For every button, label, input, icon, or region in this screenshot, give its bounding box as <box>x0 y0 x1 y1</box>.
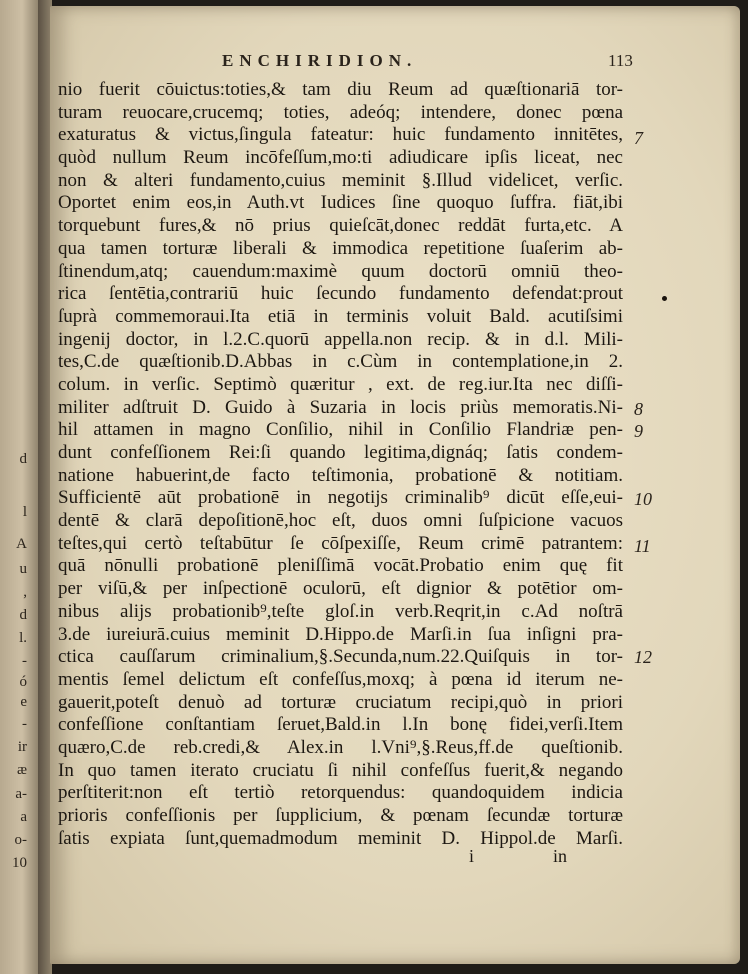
text-line: ſatis expiata ſunt,quemadmodum meminit D. Hippol.de Marſi. <box>58 827 623 849</box>
body-text <box>58 79 623 850</box>
text-line: torquebunt fures,& nō prius quieſcāt,donec reddāt furta,etc. A <box>58 215 623 237</box>
text-line: prioris confeſſionis per ſupplicium, & pœnam ſecundæ torturæ <box>58 805 623 826</box>
previous-page-edge <box>0 0 40 974</box>
prev-page-char: d <box>19 607 27 623</box>
text-line: per viſū,& per inſpectionē oculorū, eſt dignior & potētior om- <box>58 578 623 600</box>
marginal-note: 9 <box>634 421 643 441</box>
prev-page-char: A <box>16 536 27 552</box>
text-line: hil attamen in magno Conſilio, nihil in Conſilio Flandriæ pen- <box>58 419 623 441</box>
text-line: perſtiterit:non eſt tertiò retorquendus: quandoquidem indicia <box>58 782 623 804</box>
prev-page-char: e <box>20 694 27 710</box>
text-line: ingenij doctor, in l.2.C.quorū appella.non recip. & in d.l. Mili- <box>58 328 623 350</box>
marginal-note: 10 <box>634 489 652 509</box>
text-line: natione habuerint,de facto teſtimonia, probationē & notitiam. <box>58 464 623 486</box>
page-footer <box>50 846 740 868</box>
text-line: quòd nullum Reum incōfeſſum,mo:ti adiudicare ipſis liceat, nec <box>58 147 623 169</box>
text-line: ſuprà commemoraui.Ita etiā in terminis voluit Bald. acutiſsimi <box>58 305 623 327</box>
text-line: rica ſentētia,contrariū huic ſecundo fundamento defendat:prout <box>58 283 623 305</box>
text-line: turam reuocare,crucemq; toties, adeóq; intendere, donec pœna <box>58 101 623 123</box>
text-line: 3.de iureiurā.cuius meminit D.Hippo.de Marſi.in ſua inſigni pra- <box>58 623 623 645</box>
prev-page-char: , <box>23 584 27 600</box>
text-line: dunt confeſſionem Rei:ſi quando legitima,dignáq; ſatis condem- <box>58 442 623 463</box>
text-line: colum. in verſic. Septimò quæritur , ext. de reg.iur.Ita nec diſſi- <box>58 373 623 395</box>
text-line: Sufficientē aūt probationē in negotijs criminalib⁹ dicūt eſſe,eui- <box>58 487 623 509</box>
text-line: tes,C.de quæſtionib.D.Abbas in c.Cùm in contemplatione,in 2. <box>58 351 623 373</box>
text-line: In quo tamen iterato cruciatu ſi nihil confeſſus fuerit,& negando <box>58 759 623 781</box>
prev-page-char: - <box>22 653 27 669</box>
marginal-note: 7 <box>634 128 643 148</box>
marginal-note: 12 <box>634 647 652 667</box>
text-line: teſtes,qui certò teſtabūtur ſe cōſpexiſſe, Reum crimē patrantem: <box>58 532 623 554</box>
prev-page-char: u <box>19 561 27 577</box>
prev-page-char: d <box>19 451 27 467</box>
prev-page-char: a <box>20 809 27 825</box>
book-page <box>50 6 740 964</box>
marginal-note: 8 <box>634 399 643 419</box>
text-line: ctica cauſſarum criminalium,§.Secunda,num.22.Quiſquis in tor- <box>58 646 623 668</box>
prev-page-char: l <box>22 504 27 520</box>
text-line: militer adſtruit D. Guido à Suzaria in locis priùs memoratis.Ni- <box>58 396 623 418</box>
text-line: confeſſione conſtantiam ſeruet,Bald.in l.In bonę fidei,verſi.Item <box>58 714 623 736</box>
prev-page-char: - <box>22 716 27 732</box>
prev-page-char: a- <box>15 786 27 802</box>
text-line: non & alteri fundamento,cuius meminit §.Illud videlicet, verſic. <box>58 169 623 191</box>
text-line: exaturatus & victus,ſingula fateatur: huic fundamento innitētes, <box>58 124 623 146</box>
prev-page-char: æ <box>16 762 27 778</box>
prev-page-char: ó <box>19 674 27 690</box>
text-line: nio fuerit cōuictus:toties,& tam diu Reum ad quæſtionariā tor- <box>58 79 623 100</box>
prev-page-char: l. <box>19 630 27 646</box>
text-line: Oportet enim eos,in Auth.vt Iudices ſine quoquo ſuffra. fiāt,ibi <box>58 192 623 214</box>
running-head: ENCHIRIDION. <box>222 51 418 70</box>
text-line: dentē & clarā depoſitionē,hoc eſt, duos omni ſuſpicione vacuos <box>58 510 623 532</box>
prev-page-char: o- <box>14 832 27 848</box>
text-line: quæro,C.de reb.credi,& Alex.in l.Vni⁹,§.Reus,ff.de queſtionib. <box>58 736 623 758</box>
marginal-note: 11 <box>634 536 651 556</box>
text-line: ſtinendum,atq; cauendum:maximè quum doctorū omniū theo- <box>58 260 623 282</box>
catchword: in <box>553 846 568 866</box>
text-line: quā nōnulli probationē pleniſſimā vocāt.Probatio enim quę fit <box>58 555 623 577</box>
ink-blot <box>662 296 667 301</box>
text-line: qua tamen torturæ liberali & immodica repetitione ſuaſerim ab- <box>58 237 623 259</box>
signature-mark: i <box>469 846 475 866</box>
page-header <box>50 51 740 73</box>
text-line: nibus alijs probationib⁹,teſte gloſ.in verb.Reqrit,in c.Ad noſtrā <box>58 600 623 622</box>
prev-page-char: ir <box>17 739 27 755</box>
prev-page-char: 10 <box>12 855 27 871</box>
text-line: gauerit,poteſt denuò ad torturæ cruciatum recipi,quò in priori <box>58 691 623 713</box>
text-line: mentis ſemel delictum eſt confeſſus,moxq; à pœna id iterum ne- <box>58 668 623 690</box>
page-number: 113 <box>608 51 633 70</box>
